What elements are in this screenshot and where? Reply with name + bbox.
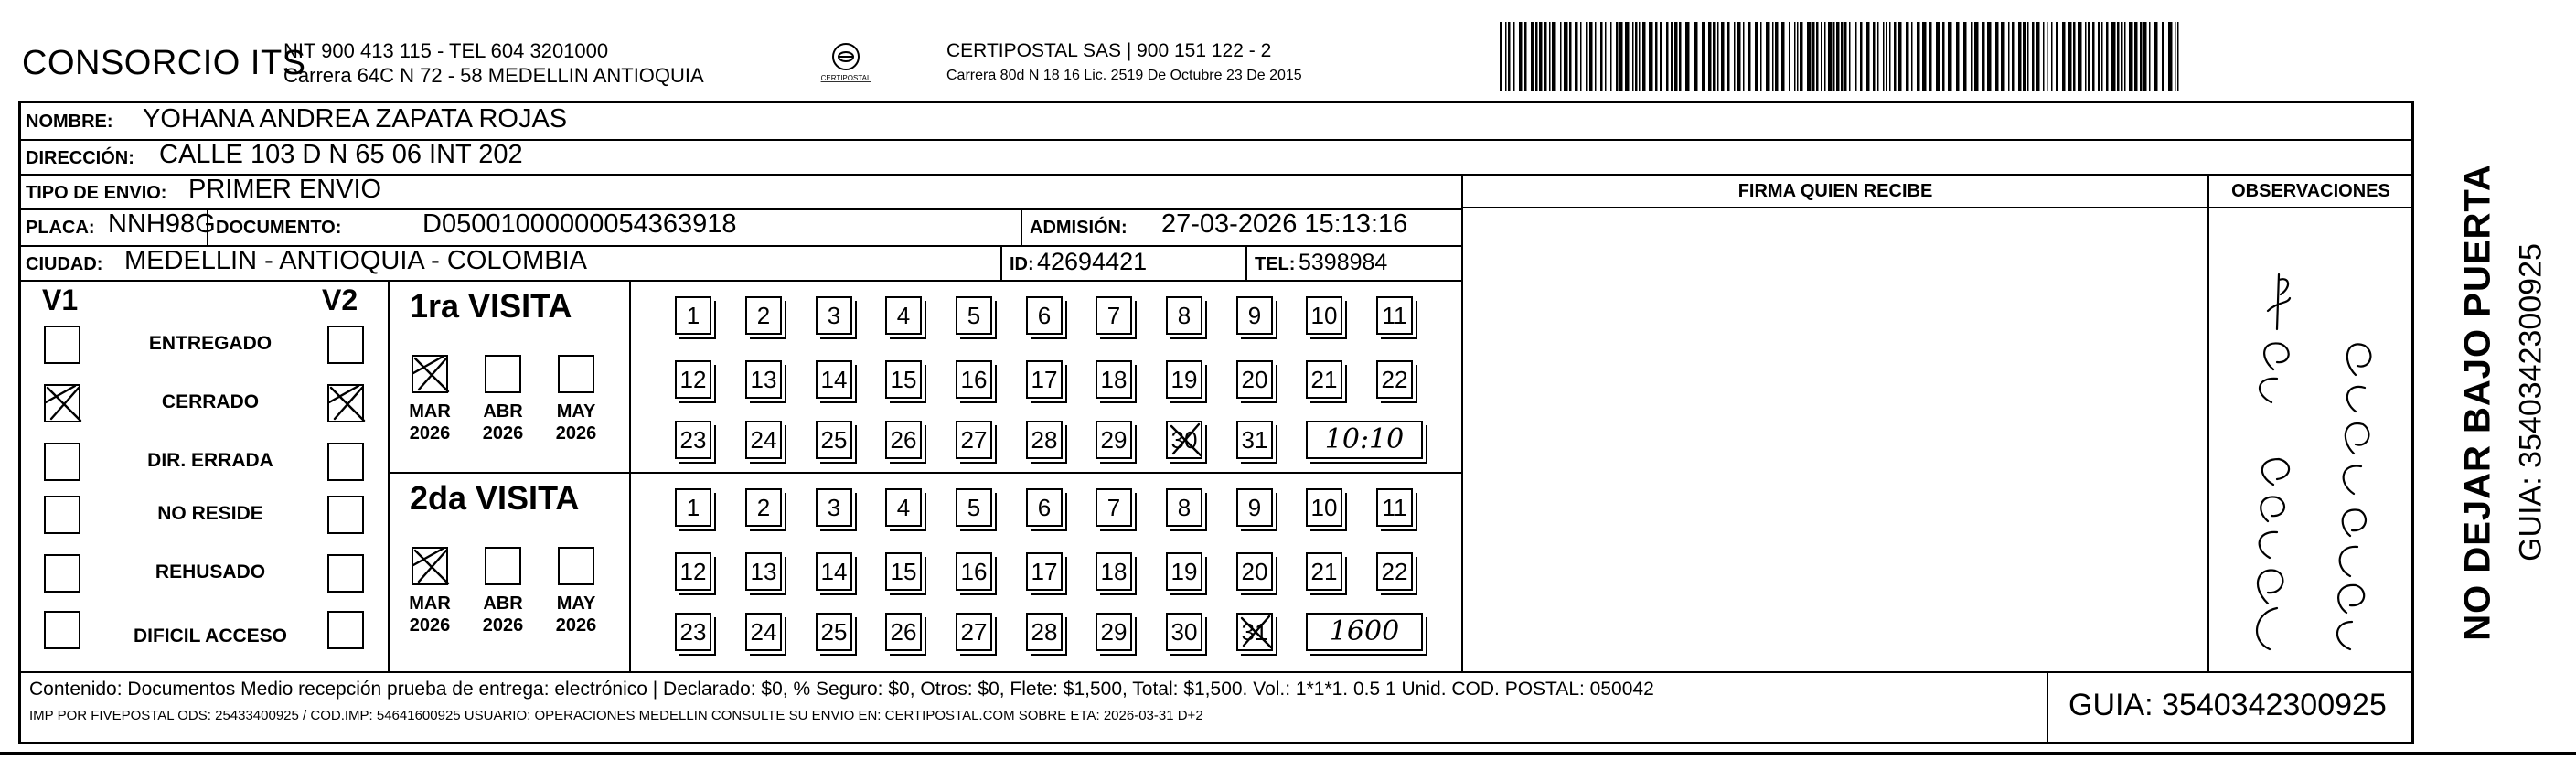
month-checkbox-checked[interactable] (412, 355, 448, 393)
status-label: DIR. ERRADA (147, 450, 273, 471)
barcode-icon (1500, 22, 2186, 91)
month-checkbox[interactable] (485, 355, 521, 393)
carrier-license: Carrera 80d N 18 16 Lic. 2519 De Octubre 23 De 2015 (946, 68, 1302, 83)
day-box[interactable]: 22 (1376, 360, 1413, 399)
city-label: CIUDAD: (26, 254, 103, 274)
day-box[interactable]: 24 (745, 613, 782, 651)
v2-checkbox[interactable] (327, 554, 364, 593)
day-box[interactable]: 20 (1236, 552, 1273, 591)
day-box[interactable]: 25 (816, 613, 852, 651)
day-box[interactable]: 15 (885, 360, 922, 399)
rule (18, 280, 1463, 282)
v1-checkbox-checked[interactable] (44, 384, 80, 422)
logo-caption: CERTIPOSTAL (820, 74, 871, 82)
day-box-checked[interactable]: 31 (1236, 613, 1273, 651)
v2-checkbox[interactable] (327, 496, 364, 534)
tel-value: 5398984 (1299, 250, 1388, 275)
month-label (550, 401, 602, 444)
day-box[interactable]: 23 (675, 421, 711, 459)
side-guia: GUIA: 3540342300925 (2513, 243, 2549, 561)
day-box[interactable]: 3 (816, 488, 852, 527)
day-box[interactable]: 9 (1236, 488, 1273, 527)
day-box[interactable]: 13 (745, 552, 782, 591)
month-name: ABR (483, 401, 523, 422)
plate-value: NNH98G (108, 209, 216, 239)
visit-hour[interactable]: 1600 (1306, 613, 1423, 651)
day-box[interactable]: 29 (1096, 613, 1132, 651)
day-box[interactable]: 26 (885, 421, 922, 459)
month-checkbox[interactable] (558, 355, 594, 393)
day-box[interactable]: 9 (1236, 296, 1273, 335)
v2-checkbox[interactable] (327, 443, 364, 481)
guia-number: GUIA: 3540342300925 (2068, 688, 2387, 722)
rule (1245, 245, 1247, 280)
day-box[interactable]: 21 (1306, 360, 1342, 399)
bottom-rule (0, 752, 2576, 755)
document-label: DOCUMENTO: (216, 218, 342, 238)
admission-value: 27-03-2026 15:13:16 (1161, 209, 1408, 239)
month-year: 2026 (555, 423, 597, 444)
day-box[interactable]: 4 (885, 296, 922, 335)
visit-title: 1ra VISITA (410, 287, 572, 325)
day-box[interactable]: 2 (745, 296, 782, 335)
month-checkbox-checked[interactable] (412, 547, 448, 585)
day-box[interactable]: 28 (1026, 421, 1063, 459)
v2-checkbox[interactable] (327, 611, 364, 649)
carrier-info (946, 38, 1302, 88)
v1-header: V1 (42, 283, 79, 316)
rule (388, 472, 1463, 474)
footer-contents: Contenido: Documentos Medio recepción prueba de entrega: electrónico | Declarado: $0, % Seguro: $0, Otros: $0, Flete: $1,500, Total: $1,500. Vol.: 1*1*1. 0.5 1 Unid. COD. POSTAL: 050042 (29, 679, 1654, 700)
day-box[interactable]: 11 (1376, 488, 1413, 527)
day-box[interactable]: 6 (1026, 296, 1063, 335)
visit-title: 2da VISITA (410, 479, 580, 517)
v2-header: V2 (322, 283, 358, 316)
day-box-checked[interactable]: 30 (1166, 421, 1202, 459)
company-address: Carrera 64C N 72 - 58 MEDELLIN ANTIOQUIA (283, 64, 704, 87)
rule (1463, 207, 2414, 208)
day-box[interactable]: 8 (1166, 296, 1202, 335)
rule (388, 280, 390, 671)
day-box[interactable]: 14 (816, 552, 852, 591)
v1-checkbox[interactable] (44, 611, 80, 649)
month-year: 2026 (555, 615, 597, 636)
no-leave-notice: NO DEJAR BAJO PUERTA (2457, 164, 2498, 641)
month-year: 2026 (482, 615, 524, 636)
side-notice (2423, 128, 2570, 695)
day-box[interactable]: 7 (1096, 296, 1132, 335)
v2-checkbox[interactable] (327, 326, 364, 364)
month-label (404, 401, 455, 444)
status-label: DIFICIL ACCESO (133, 625, 287, 647)
shipment-type-label: TIPO DE ENVIO: (26, 183, 167, 203)
month-name: MAY (556, 401, 596, 422)
id-value: 42694421 (1037, 248, 1148, 275)
day-box[interactable]: 4 (885, 488, 922, 527)
tel-label: TEL: (1255, 254, 1296, 274)
observations-header: OBSERVACIONES (2231, 181, 2390, 201)
day-box[interactable]: 10 (1306, 488, 1342, 527)
day-box[interactable]: 1 (675, 488, 711, 527)
rule (1021, 208, 1022, 245)
shipment-type-value: PRIMER ENVIO (188, 175, 382, 204)
month-name: MAR (409, 401, 451, 422)
day-box[interactable]: 6 (1026, 488, 1063, 527)
day-box[interactable]: 5 (956, 488, 992, 527)
month-year: 2026 (482, 423, 524, 444)
month-label (477, 593, 529, 636)
company-nit: NIT 900 413 115 - TEL 604 3201000 (283, 39, 609, 62)
document-value: D05001000000054363918 (422, 209, 737, 239)
day-box[interactable]: 23 (675, 613, 711, 651)
day-box[interactable]: 27 (956, 421, 992, 459)
day-box[interactable]: 2 (745, 488, 782, 527)
rule (1461, 174, 1463, 671)
day-box[interactable]: 12 (675, 552, 711, 591)
v1-checkbox[interactable] (44, 554, 80, 593)
address-label: DIRECCIÓN: (26, 148, 134, 168)
month-checkbox[interactable] (485, 547, 521, 585)
status-label: ENTREGADO (148, 333, 273, 354)
day-box[interactable]: 18 (1096, 552, 1132, 591)
day-box[interactable]: 10 (1306, 296, 1342, 335)
city-value: MEDELLIN - ANTIOQUIA - COLOMBIA (124, 246, 587, 275)
day-box[interactable]: 5 (956, 296, 992, 335)
day-box[interactable]: 17 (1026, 552, 1063, 591)
name-value: YOHANA ANDREA ZAPATA ROJAS (143, 104, 568, 134)
day-box[interactable]: 18 (1096, 360, 1132, 399)
address-value: CALLE 103 D N 65 06 INT 202 (159, 140, 523, 169)
status-label: REHUSADO (155, 561, 266, 583)
company-name: CONSORCIO ITS (22, 44, 306, 82)
day-box[interactable]: 11 (1376, 296, 1413, 335)
certipostal-logo (814, 37, 878, 91)
admission-label: ADMISIÓN: (1030, 218, 1128, 238)
visit-hour[interactable]: 10:10 (1306, 421, 1423, 459)
v1-checkbox[interactable] (44, 326, 80, 364)
v1-checkbox[interactable] (44, 443, 80, 481)
rule (629, 280, 631, 671)
day-box[interactable]: 13 (745, 360, 782, 399)
day-box[interactable]: 22 (1376, 552, 1413, 591)
status-label: CERRADO (161, 391, 260, 412)
day-box[interactable]: 15 (885, 552, 922, 591)
day-box[interactable]: 14 (816, 360, 852, 399)
day-box[interactable]: 8 (1166, 488, 1202, 527)
month-name: MAY (556, 593, 596, 614)
day-box[interactable]: 16 (956, 552, 992, 591)
day-box[interactable]: 19 (1166, 360, 1202, 399)
day-box[interactable]: 29 (1096, 421, 1132, 459)
month-year: 2026 (409, 615, 451, 636)
month-year: 2026 (409, 423, 451, 444)
v1-checkbox[interactable] (44, 496, 80, 534)
carrier-name: CERTIPOSTAL SAS | 900 151 122 - 2 (946, 40, 1272, 61)
signature-header: FIRMA QUIEN RECIBE (1737, 181, 1933, 201)
day-box[interactable]: 21 (1306, 552, 1342, 591)
day-box[interactable]: 17 (1026, 360, 1063, 399)
plate-label: PLACA: (26, 218, 95, 238)
day-box[interactable]: 27 (956, 613, 992, 651)
day-box[interactable]: 12 (675, 360, 711, 399)
day-box[interactable]: 31 (1236, 421, 1273, 459)
day-box[interactable]: 16 (956, 360, 992, 399)
day-box[interactable]: 28 (1026, 613, 1063, 651)
day-box[interactable]: 20 (1236, 360, 1273, 399)
name-label: NOMBRE: (26, 112, 113, 132)
v2-checkbox-checked[interactable] (327, 384, 364, 422)
day-box[interactable]: 26 (885, 613, 922, 651)
day-box[interactable]: 7 (1096, 488, 1132, 527)
id-label: ID: (1010, 254, 1034, 274)
day-box[interactable]: 1 (675, 296, 711, 335)
status-label: NO RESIDE (157, 503, 263, 524)
month-name: MAR (409, 593, 451, 614)
month-checkbox[interactable] (558, 547, 594, 585)
footer-print-info: IMP POR FIVEPOSTAL ODS: 25433400925 / COD.IMP: 54641600925 USUARIO: OPERACIONES MEDELLIN CONSULTE SU ENVIO EN: CERTIPOSTAL.COM SOBRE ETA: 2026-03-31 D+2 (29, 708, 1203, 723)
rule (2207, 174, 2209, 671)
day-box[interactable]: 30 (1166, 613, 1202, 651)
month-label (404, 593, 455, 636)
month-label (477, 401, 529, 444)
month-name: ABR (483, 593, 523, 614)
month-label (550, 593, 602, 636)
day-box[interactable]: 19 (1166, 552, 1202, 591)
rule (1000, 245, 1002, 280)
company-info (283, 38, 704, 88)
day-box[interactable]: 24 (745, 421, 782, 459)
day-box[interactable]: 3 (816, 296, 852, 335)
day-box[interactable]: 25 (816, 421, 852, 459)
